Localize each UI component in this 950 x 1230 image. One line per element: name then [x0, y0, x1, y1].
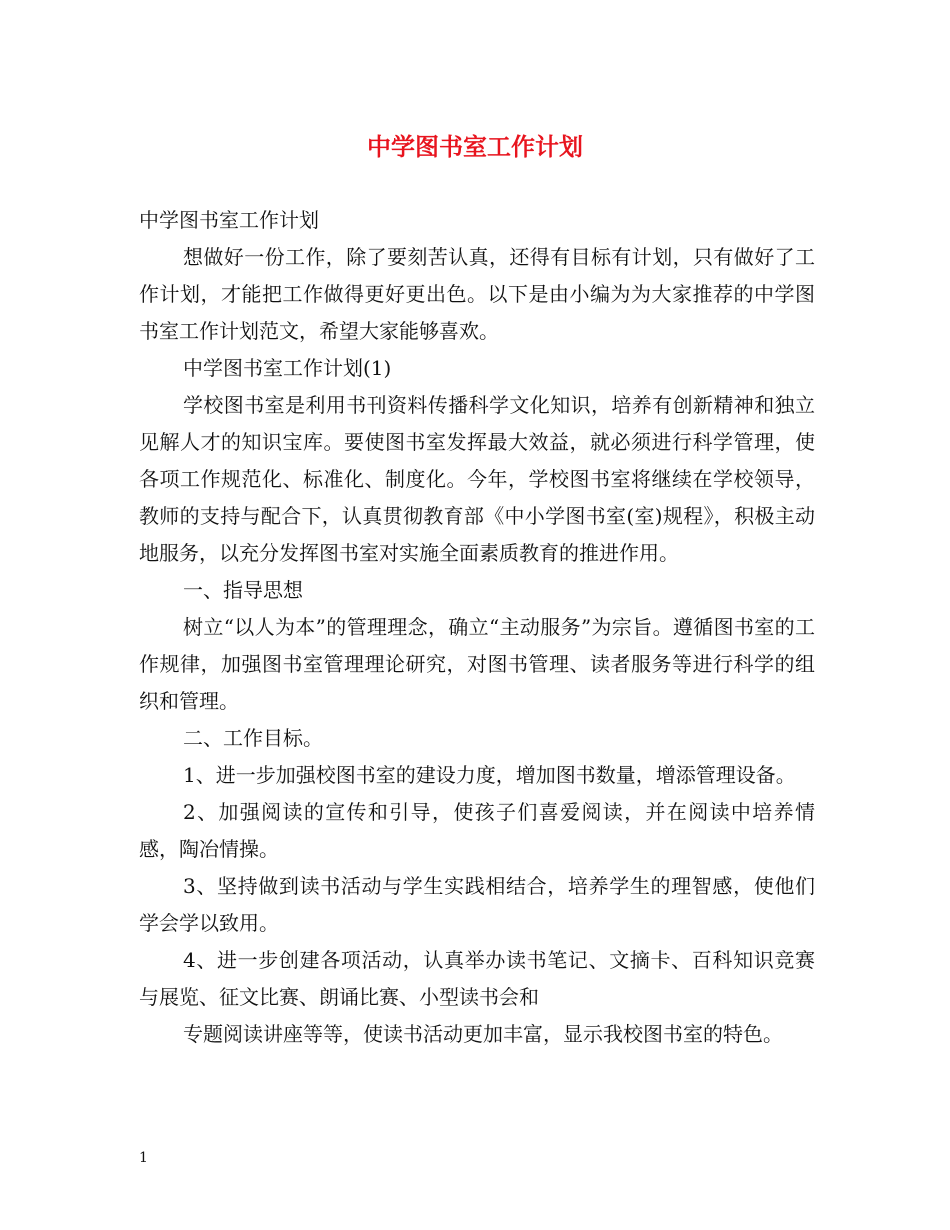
document-title: 中学图书室工作计划 — [367, 132, 583, 161]
paragraph: 二、工作目标。 — [183, 726, 323, 750]
paragraph: 3、坚持做到读书活动与学生实践相结合，培养学生的理智感，使他们学会学以致用。 — [139, 874, 815, 935]
paragraph: 学校图书室是利用书刊资料传播科学文化知识，培养有创新精神和独立见解人才的知识宝库。要使图书室发挥最大效益，就必须进行科学管理，使各项工作规范化、标准化、制度化。今年，学校图书室将继续在学校领导，教师的支持与配合下，认真贯彻教育部《中小学图书室(室)规程》，积极主动地服务，以充分发挥图书室对实施全面素质教育的推进作用。 — [139, 393, 815, 565]
document-body — [139, 202, 815, 1053]
paragraph: 中学图书室工作计划 — [139, 208, 319, 232]
paragraph: 4、进一步创建各项活动，认真举办读书笔记、文摘卡、百科知识竞赛与展览、征文比赛、朗诵比赛、小型读书会和 — [139, 948, 815, 1009]
paragraph: 树立“以人为本”的管理理念，确立“主动服务”为宗旨。遵循图书室的工作规律，加强图书室管理理论研究，对图书管理、读者服务等进行科学的组织和管理。 — [139, 615, 815, 713]
paragraph: 一、指导思想 — [183, 578, 303, 602]
paragraph: 专题阅读讲座等等，使读书活动更加丰富，显示我校图书室的特色。 — [183, 1022, 783, 1046]
paragraph: 想做好一份工作，除了要刻苦认真，还得有目标有计划，只有做好了工作计划，才能把工作做得更好更出色。以下是由小编为为大家推荐的中学图书室工作计划范文，希望大家能够喜欢。 — [139, 245, 815, 343]
paragraph: 中学图书室工作计划(1) — [183, 356, 392, 380]
page-number: 1 — [139, 1150, 148, 1166]
paragraph: 1、进一步加强校图书室的建设力度，增加图书数量，增添管理设备。 — [183, 763, 796, 787]
paragraph: 2、加强阅读的宣传和引导，使孩子们喜爱阅读，并在阅读中培养情感，陶冶情操。 — [139, 800, 815, 861]
